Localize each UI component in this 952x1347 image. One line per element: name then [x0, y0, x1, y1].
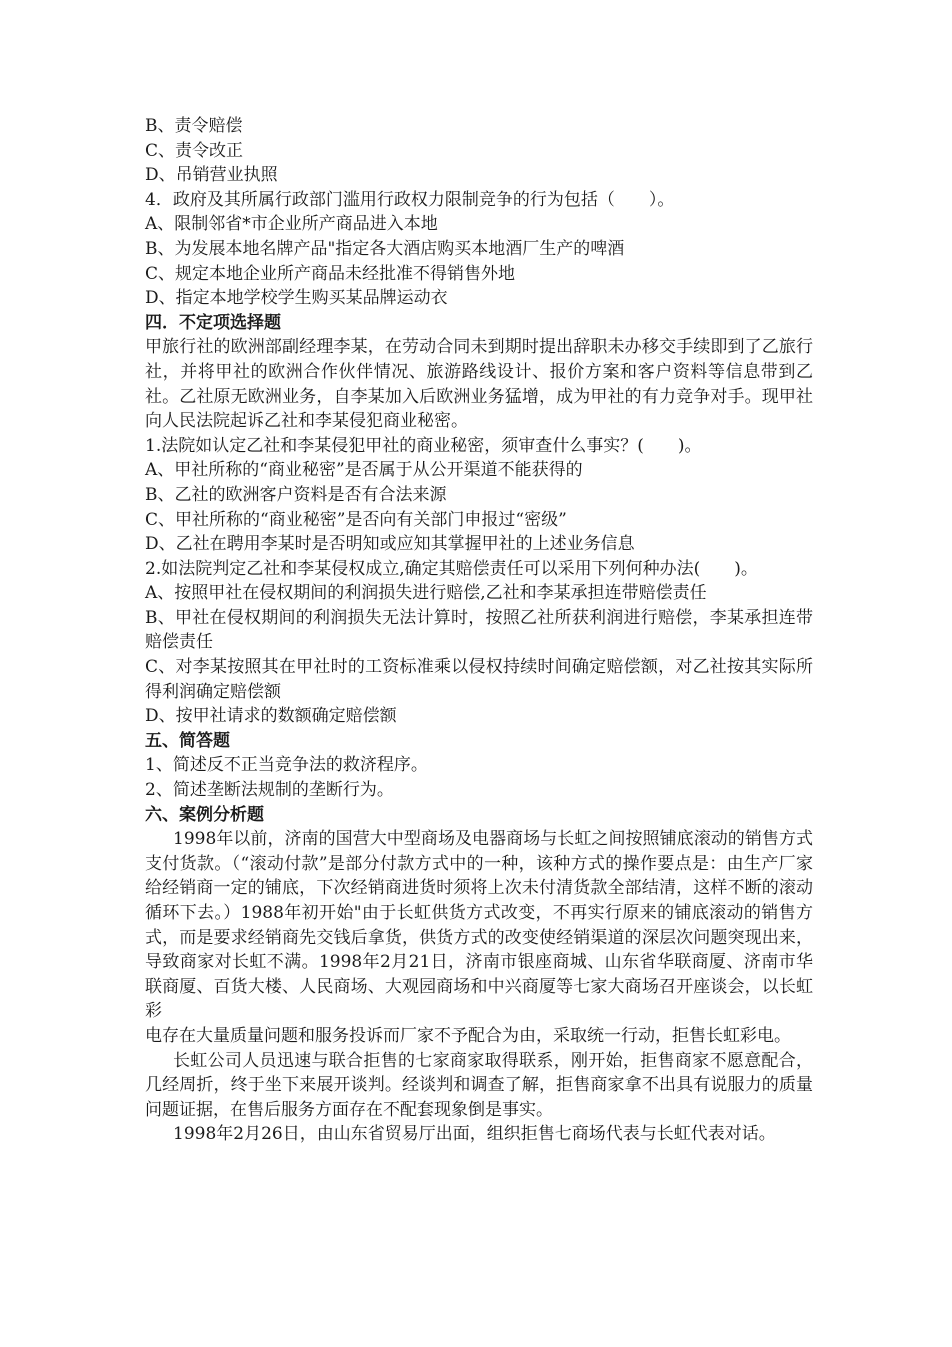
case-paragraph-2: 长虹公司人员迅速与联合拒售的七家商家取得联系，刚开始，拒售商家不愿意配合，几经周折，终于坐下来展开谈判。经谈判和调查了解，拒售商家拿不出具有说服力的质量问题证据，在售后服务方面存在不配套现象倒是事实。 — [145, 1050, 813, 1120]
section-5-item-1: 1、简述反不正当竞争法的救济程序。 — [145, 755, 428, 776]
section-4-q2-option-d: D、按甲社请求的数额确定赔偿额 — [145, 706, 397, 727]
option-b-prev: B、责令赔偿 — [145, 116, 243, 136]
option-c-prev: C、责令改正 — [145, 140, 244, 161]
section-4-q2-option-c: C、对李某按照其在甲社时的工资标准乘以侵权持续时间确定赔偿额，对乙社按其实际所得利润确定赔偿额 — [145, 657, 813, 702]
section-4-q1-option-c: C、甲社所称的“商业秘密”是否向有关部门申报过“密级” — [145, 509, 567, 530]
section-4-q2-stem: 2.如法院判定乙社和李某侵权成立,确定其赔偿责任可以采用下列何种办法( )。 — [145, 558, 758, 579]
section-4-q1-stem: 1.法院如认定乙社和李某侵犯甲社的商业秘密，须审查什么事实？( )。 — [145, 435, 702, 456]
section-4-q1-option-b: B、乙社的欧洲客户资料是否有合法来源 — [145, 484, 447, 505]
section-5-item-2: 2、简述垄断法规制的垄断行为。 — [145, 780, 394, 801]
case-paragraph-1: 1998年以前，济南的国营大中型商场及电器商场与长虹之间按照铺底滚动的销售方式支付货款。（“滚动付款”是部分付款方式中的一种，该种方式的操作要点是：由生产厂家给经销商一定的铺底，下次经销商进货时须将上次未付清货款全部结清，这样不断的滚动循环下去。）1988年初开始"由于长虹供货方式改变，不再实行原来的铺底滚动的销售方式，而是要求经销商先交钱后拿货，供货方式的改变使经销渠道的深层次问题突现出来，导致商家对长虹不满。1998年2月21日，济南市银座商城、山东省华联商厦、济南市华联商厦、百货大楼、人民商场、大观园商场和中兴商厦等七家大商场召开座谈会，以长虹彩 — [145, 829, 813, 1022]
case-paragraph-1-continued: 电存在大量质量问题和服务投诉而厂家不予配合为由，采取统一行动，拒售长虹彩电。 — [145, 1025, 791, 1046]
section-4-q1-option-a: A、甲社所称的“商业秘密”是否属于从公开渠道不能获得的 — [145, 460, 583, 481]
section-4-q2-option-a: A、按照甲社在侵权期间的利润损失进行赔偿,乙社和李某承担连带赔偿责任 — [145, 583, 707, 604]
section-5-heading: 五、简答题 — [145, 730, 230, 751]
document-page — [145, 114, 813, 1147]
section-4-q1-option-d: D、乙社在聘用李某时是否明知或应知其掌握甲社的上述业务信息 — [145, 534, 635, 555]
option-d-prev: D、吊销营业执照 — [145, 165, 278, 186]
case-paragraph-3: 1998年2月26日，由山东省贸易厅出面，组织拒售七商场代表与长虹代表对话。 — [173, 1124, 776, 1145]
question-4-stem: 4．政府及其所属行政部门滥用行政权力限制竞争的行为包括（ ）。 — [145, 189, 675, 210]
section-6-heading: 六、案例分析题 — [145, 804, 264, 825]
question-4-option-d: D、指定本地学校学生购买某品牌运动衣 — [145, 288, 448, 309]
section-4-q2-option-b: B、甲社在侵权期间的利润损失无法计算时，按照乙社所获利润进行赔偿，李某承担连带赔偿责任 — [145, 607, 813, 653]
question-4-option-c: C、规定本地企业所产商品未经批准不得销售外地 — [145, 263, 516, 284]
section-4-heading: 四．不定项选择题 — [145, 312, 281, 333]
section-4-case-text: 甲旅行社的欧洲部副经理李某，在劳动合同未到期时提出辞职未办移交手续即到了乙旅行社，并将甲社的欧洲合作伙伴情况、旅游路线设计、报价方案和客户资料等信息带到乙社。乙社原无欧洲业务，自李某加入后欧洲业务猛增，成为甲社的有力竞争对手。现甲社向人民法院起诉乙社和李某侵犯商业秘密。 — [145, 337, 813, 432]
question-4-option-a: A、限制邻省*市企业所产商品进入本地 — [145, 214, 438, 235]
question-4-option-b: B、为发展本地名牌产品"指定各大酒店购买本地酒厂生产的啤酒 — [145, 238, 625, 259]
